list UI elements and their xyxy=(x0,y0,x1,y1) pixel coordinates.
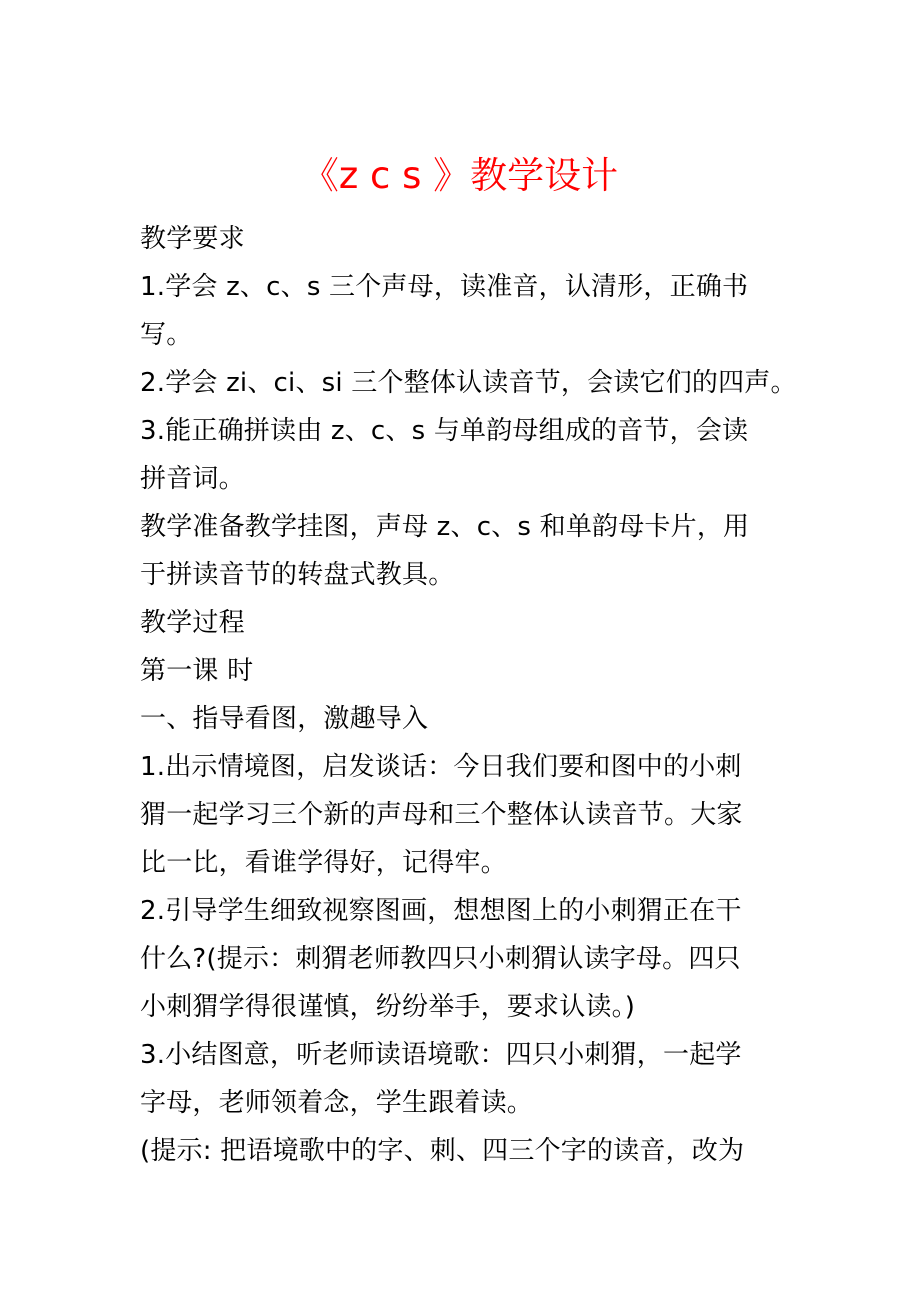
paragraph-line: 写。 xyxy=(140,320,193,350)
paragraph-line: 什么?(提示：刺猬老师教四只小刺猬认读字母。四只 xyxy=(140,944,741,974)
section-heading-requirements: 教学要求 xyxy=(140,224,245,254)
paragraph-line: (提示: 把语境歌中的字、刺、四三个字的读音，改为 xyxy=(140,1136,745,1166)
section-heading-lesson: 第一课 时 xyxy=(140,656,254,686)
section-heading-process: 教学过程 xyxy=(140,608,245,638)
paragraph-line: 1.出示情境图，启发谈话：今日我们要和图中的小刺 xyxy=(140,752,742,782)
paragraph-line: 字母，老师领着念，学生跟着读。 xyxy=(140,1088,534,1118)
paragraph-line: 2.学会 zi、ci、si 三个整体认读音节，会读它们的四声。 xyxy=(140,368,797,398)
paragraph-line: 比一比，看谁学得好，记得牢。 xyxy=(140,848,507,878)
document-title: 《z c s 》教学设计 xyxy=(301,154,619,197)
paragraph-line: 教学准备教学挂图，声母 z、c、s 和单韵母卡片，用 xyxy=(140,512,750,542)
paragraph-line: 猬一起学习三个新的声母和三个整体认读音节。大家 xyxy=(140,800,743,830)
section-heading-step-one: 一、指导看图，激趣导入 xyxy=(140,704,429,734)
paragraph-line: 于拼读音节的转盘式教具。 xyxy=(140,560,455,590)
paragraph-line: 拼音词。 xyxy=(140,464,245,494)
paragraph-line: 3.能正确拼读由 z、c、s 与单韵母组成的音节，会读 xyxy=(140,416,749,446)
paragraph-line: 2.引导学生细致视察图画，想想图上的小刺猬正在干 xyxy=(140,896,742,926)
paragraph-line: 3.小结图意，听老师读语境歌：四只小刺猬，一起学 xyxy=(140,1040,742,1070)
paragraph-line: 1.学会 z、c、s 三个声母，读准音，认清形，正确书 xyxy=(140,272,749,302)
paragraph-line: 小刺猬学得很谨慎，纷纷举手，要求认读。) xyxy=(140,992,636,1022)
